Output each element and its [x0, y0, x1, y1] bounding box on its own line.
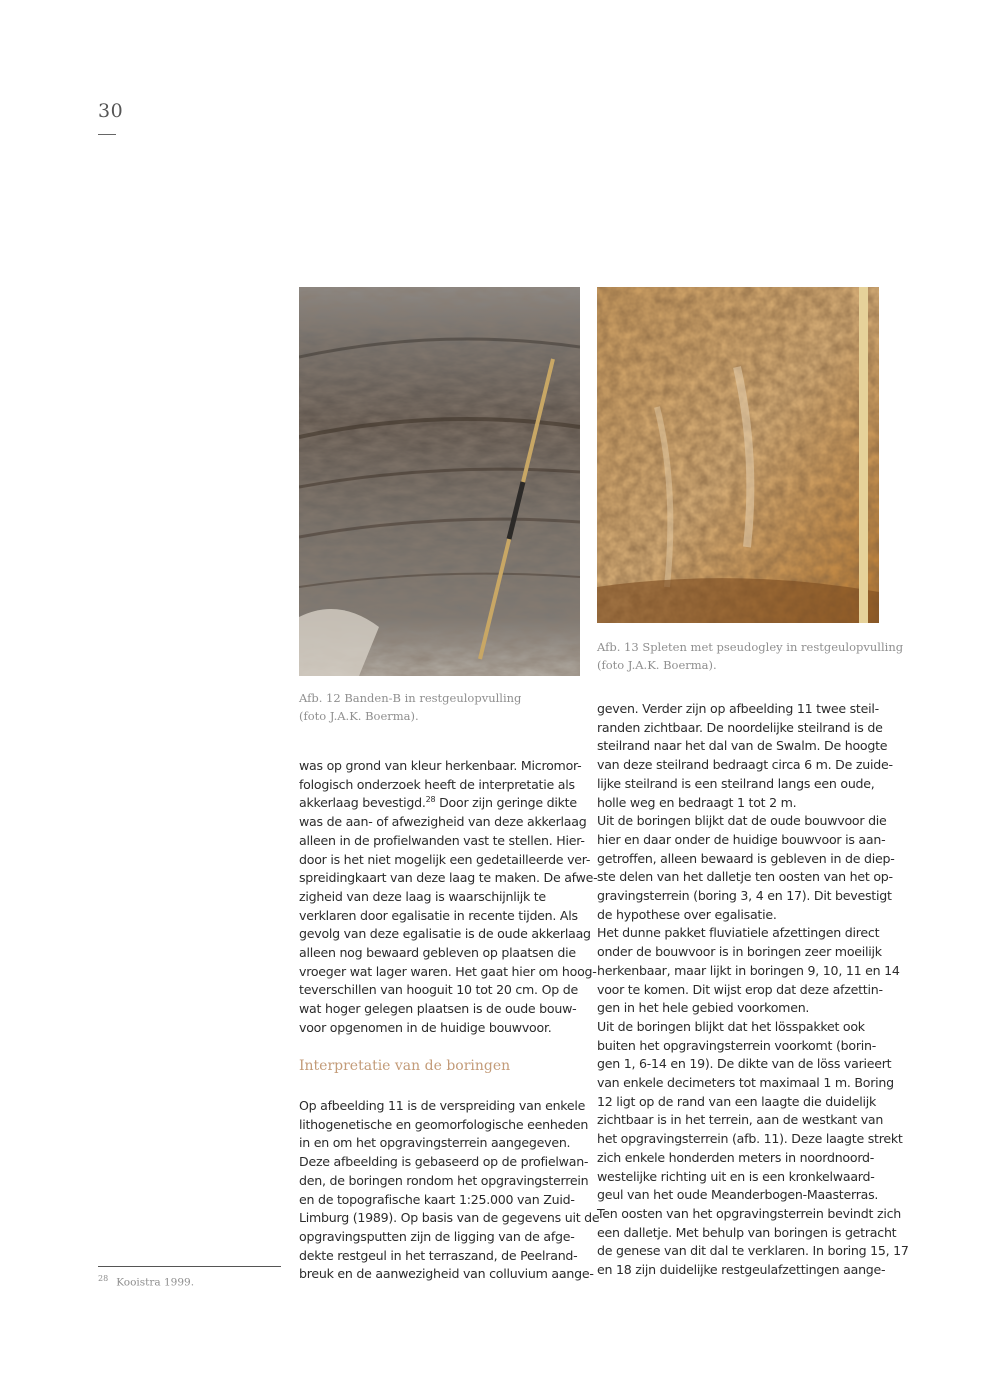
text-line: onder de bouwvoor is in boringen zeer moeilijk: [597, 944, 882, 960]
photo-spleten-pseudogley: [597, 287, 879, 623]
text-line: herkenbaar, maar lijkt in boringen 9, 10, 11 en 14: [597, 962, 900, 978]
text-line: holle weg en bedraagt 1 tot 2 m.: [597, 794, 797, 810]
text-line: gen in het hele gebied voorkomen.: [597, 1000, 810, 1016]
text-line: het opgravingsterrein (afb. 11). Deze laagte strekt: [597, 1131, 903, 1147]
text-line: was de aan- of afwezigheid van deze akkerlaag: [299, 814, 587, 830]
right-column-text: [597, 700, 909, 1280]
left-column-paragraph: [299, 757, 598, 1038]
text-line: verklaren door egalisatie in recente tijden. Als: [299, 907, 578, 923]
text-line: dekte restgeul in het terraszand, de Peelrand-: [299, 1247, 578, 1263]
text-line: zich enkele honderden meters in noordnoord-: [597, 1149, 875, 1165]
text-line: lijke steilrand is een steilrand langs een oude,: [597, 775, 875, 791]
text-line: voor te komen. Dit wijst erop dat deze afzettin-: [597, 981, 883, 997]
text-line: steilrand naar het dal van de Swalm. De hoogte: [597, 738, 888, 754]
footnote-text: Kooistra 1999.: [116, 1276, 195, 1289]
text-line: en de topografische kaart 1:25.000 van Zuid-: [299, 1191, 575, 1207]
text-line: Limburg (1989). Op basis van de gegevens uit de: [299, 1210, 600, 1226]
text-line: fologisch onderzoek heeft de interpretatie als: [299, 776, 575, 792]
text-line: getroffen, alleen bewaard is gebleven in de diep-: [597, 850, 895, 866]
text-span: Door zijn geringe dikte: [435, 795, 577, 811]
text-line: was op grond van kleur herkenbaar. Micromor-: [299, 758, 582, 773]
text-line: een dalletje. Met behulp van boringen is getracht: [597, 1224, 897, 1240]
figure-caption-afb13: [597, 638, 904, 674]
caption-line: (foto J.A.K. Boerma).: [597, 658, 717, 672]
text-line: lithogenetische en geomorfologische eenheden: [299, 1116, 589, 1132]
text-line: Uit de boringen blijkt dat het lösspakket ook: [597, 1018, 865, 1034]
text-line: geven. Verder zijn op afbeelding 11 twee steil-: [597, 701, 879, 716]
text-line: zichtbaar is in het terrein, aan de westkant van: [597, 1112, 884, 1128]
text-line: breuk en de aanwezigheid van colluvium aange-: [299, 1266, 594, 1282]
text-line-with-footnote: [299, 794, 581, 813]
text-line: de hypothese over egalisatie.: [597, 906, 777, 922]
page-number: 30: [98, 100, 124, 122]
caption-line: Afb. 12 Banden-B in restgeulopvulling: [299, 691, 522, 705]
text-line: randen zichtbaar. De noordelijke steilrand is de: [597, 719, 883, 735]
text-line: door is het niet mogelijk een gedetailleerde ver-: [299, 851, 591, 867]
text-line: geul van het oude Meanderbogen-Maasterras.: [597, 1187, 879, 1203]
footnote-number: 28: [98, 1274, 109, 1283]
text-line: zigheid van deze laag is waarschijnlijk te: [299, 888, 546, 904]
figure-caption-afb12: [299, 689, 579, 725]
text-line: westelijke richting uit en is een kronkelwaard-: [597, 1168, 875, 1184]
text-line: alleen in de profielwanden vast te stellen. Hier-: [299, 832, 585, 848]
text-line: voor opgenomen in de huidige bouwvoor.: [299, 1019, 552, 1035]
text-line: gravingsterrein (boring 3, 4 en 17). Dit bevestigt: [597, 888, 892, 904]
footnote-divider: [98, 1266, 281, 1267]
photo-banden-b: [299, 287, 580, 676]
text-line: buiten het opgravingsterrein voorkomt (borin-: [597, 1037, 877, 1053]
text-line: spreidingkaart van deze laag te maken. De afwe-: [299, 870, 598, 886]
text-line: in en om het opgravingsterrein aangegeven.: [299, 1135, 571, 1151]
text-line: teverschillen van hooguit 10 tot 20 cm. Op de: [299, 982, 578, 998]
text-line: gevolg van deze egalisatie is de oude akkerlaag: [299, 926, 591, 942]
text-line: Het dunne pakket fluviatiele afzettingen direct: [597, 925, 880, 941]
text-line: Ten oosten van het opgravingsterrein bevindt zich: [597, 1205, 901, 1221]
text-line: Uit de boringen blijkt dat de oude bouwvoor die: [597, 813, 887, 829]
text-line: van enkele decimeters tot maximaal 1 m. Boring: [597, 1075, 894, 1091]
text-line: opgravingsputten zijn de ligging van de afge-: [299, 1228, 575, 1244]
page-number-rule: [98, 134, 116, 135]
caption-line: Afb. 13 Spleten met pseudogley in restgeulopvulling: [597, 640, 904, 654]
text-line: hier en daar onder de huidige bouwvoor is aan-: [597, 831, 886, 847]
text-line: ste delen van het dalletje ten oosten van het op-: [597, 869, 893, 885]
text-line: Deze afbeelding is gebaseerd op de profielwan-: [299, 1154, 589, 1170]
text-span: akkerlaag bevestigd.: [299, 795, 426, 811]
section-heading: Interpretatie van de boringen: [299, 1058, 511, 1074]
left-column-paragraph-2: [299, 1097, 600, 1284]
text-line: 12 ligt op de rand van een laagte die duidelijk: [597, 1093, 877, 1109]
footnote-reference: 28: [425, 795, 436, 805]
text-line: den, de boringen rondom het opgravingsterrein: [299, 1172, 589, 1188]
text-line: gen 1, 6-14 en 19). De dikte van de löss varieert: [597, 1056, 892, 1072]
caption-line: (foto J.A.K. Boerma).: [299, 709, 419, 723]
text-line: alleen nog bewaard gebleven op plaatsen die: [299, 945, 576, 961]
footnote: [98, 1274, 194, 1289]
text-line: wat hoger gelegen plaatsen is de oude bouw-: [299, 1001, 577, 1017]
text-line: van deze steilrand bedraagt circa 6 m. De zuide-: [597, 757, 893, 773]
text-line: vroeger wat lager waren. Het gaat hier om hoog-: [299, 963, 597, 979]
text-line: de genese van dit dal te verklaren. In boring 15, 17: [597, 1243, 909, 1259]
text-line: Op afbeelding 11 is de verspreiding van enkele: [299, 1098, 586, 1113]
text-line: en 18 zijn duidelijke restgeulafzettingen aange-: [597, 1262, 886, 1278]
